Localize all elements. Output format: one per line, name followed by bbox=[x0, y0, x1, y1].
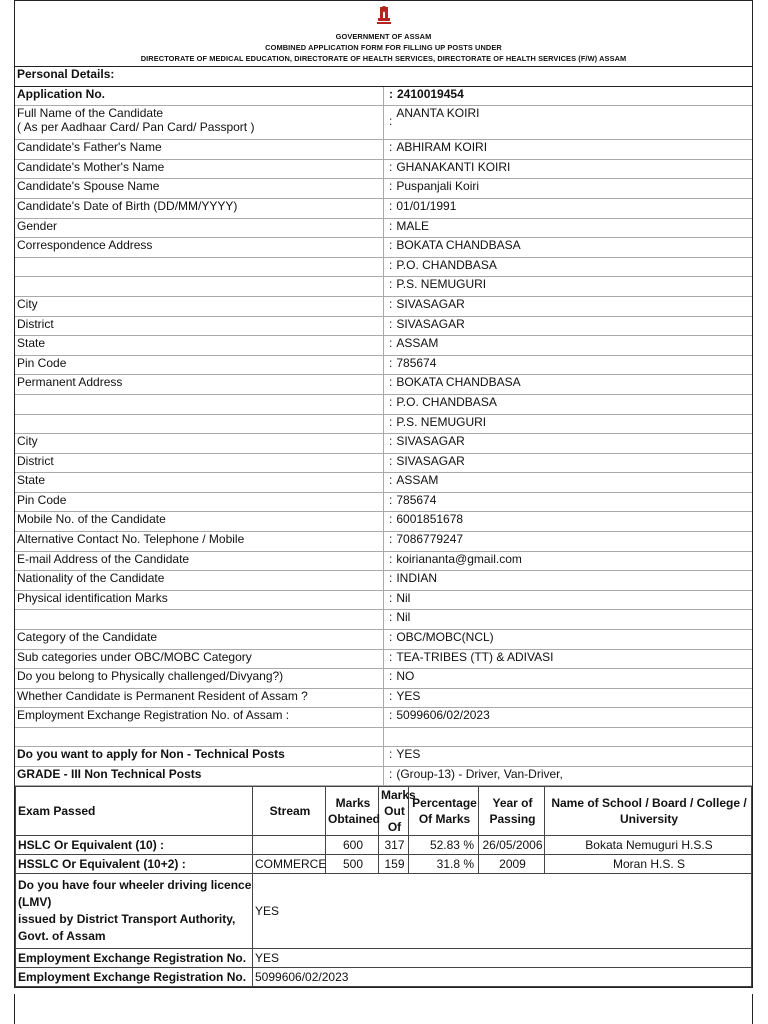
value-perm-district: SIVASAGAR bbox=[396, 453, 465, 468]
detail-row-pwd: Do you belong to Physically challenged/Divyang?) : NO bbox=[15, 669, 752, 689]
value-mother: GHANAKANTI KOIRI bbox=[396, 159, 511, 174]
label-gender: Gender bbox=[15, 218, 384, 238]
exam-obtained: 600 bbox=[326, 836, 379, 855]
value-category: OBC/MOBC(NCL) bbox=[396, 630, 494, 645]
licence-question-authority: issued by District Transport Authority, Govt. of Assam bbox=[18, 912, 236, 944]
detail-row-corr-address-3: : P.S. NEMUGURI bbox=[15, 277, 752, 297]
value-nontech: YES bbox=[396, 747, 421, 761]
value-corr-address-2: P.O. CHANDBASA bbox=[396, 257, 497, 272]
exam-name: HSLC Or Equivalent (10) : bbox=[16, 836, 253, 855]
exam-out-of: 159 bbox=[379, 855, 409, 874]
label-city: City bbox=[15, 296, 384, 316]
label-grade: GRADE - III Non Technical Posts bbox=[15, 766, 384, 786]
detail-row-spouse: Candidate's Spouse Name : Puspanjali Koiri bbox=[15, 179, 752, 199]
label-email: E-mail Address of the Candidate bbox=[15, 551, 384, 571]
value-perm-address-2: P.O. CHANDBASA bbox=[396, 394, 497, 409]
col-stream: Stream bbox=[253, 787, 326, 836]
label-state: State bbox=[15, 473, 384, 493]
employment-row-1 bbox=[16, 949, 752, 968]
detail-row-perm-pin: Pin Code : 785674 bbox=[15, 492, 752, 512]
label-spouse: Candidate's Spouse Name bbox=[15, 179, 384, 199]
value-mobile: 6001851678 bbox=[396, 512, 464, 527]
label-id-marks: Physical identification Marks bbox=[15, 590, 384, 610]
value-pwd: NO bbox=[396, 669, 415, 684]
detail-row-corr-address: Correspondence Address : BOKATA CHANDBASA bbox=[15, 238, 752, 258]
label-category: Category of the Candidate bbox=[15, 630, 384, 650]
label-pin: Pin Code bbox=[15, 355, 384, 375]
value-corr-state: ASSAM bbox=[396, 336, 439, 351]
exam-out-of: 317 bbox=[379, 836, 409, 855]
exam-row-hsslc bbox=[16, 855, 752, 874]
value-perm-address-3: P.S. NEMUGURI bbox=[396, 414, 487, 429]
col-marks-out-of: Marks Out Of bbox=[379, 787, 409, 836]
application-form bbox=[14, 0, 753, 988]
detail-row-corr-city: City : SIVASAGAR bbox=[15, 296, 752, 316]
licence-answer: YES bbox=[253, 874, 752, 949]
label-alt-contact: Alternative Contact No. Telephone / Mobile bbox=[15, 532, 384, 552]
exam-row-hslc bbox=[16, 836, 752, 855]
detail-row-perm-address-2: : P.O. CHANDBASA bbox=[15, 394, 752, 414]
value-corr-city: SIVASAGAR bbox=[396, 296, 465, 311]
value-full-name: ANANTA KOIRI bbox=[396, 106, 480, 121]
value-corr-address-1: BOKATA CHANDBASA bbox=[396, 238, 521, 253]
col-marks-obtained: Marks Obtained bbox=[326, 787, 379, 836]
detail-row-mobile: Mobile No. of the Candidate : 6001851678 bbox=[15, 512, 752, 532]
value-perm-city: SIVASAGAR bbox=[396, 434, 465, 449]
value-perm-address-1: BOKATA CHANDBASA bbox=[396, 375, 521, 390]
value-resident: YES bbox=[396, 688, 421, 703]
value-subcategory: TEA-TRIBES (TT) & ADIVASI bbox=[396, 649, 554, 664]
value-grade: (Group-13) - Driver, Van-Driver, bbox=[396, 766, 563, 781]
col-exam-passed: Exam Passed bbox=[16, 787, 253, 836]
label-nationality: Nationality of the Candidate bbox=[15, 571, 384, 591]
exam-header-row bbox=[16, 787, 752, 836]
government-emblem-icon bbox=[375, 3, 393, 25]
label-mother: Candidate's Mother's Name bbox=[15, 159, 384, 179]
page-bottom-border bbox=[14, 994, 15, 1024]
detail-row-grade: GRADE - III Non Technical Posts : (Group-13) - Driver, Van-Driver, bbox=[15, 766, 752, 786]
section-title-row bbox=[15, 67, 752, 86]
exam-obtained: 500 bbox=[326, 855, 379, 874]
label-pwd: Do you belong to Physically challenged/Divyang?) bbox=[15, 669, 384, 689]
value-id-marks-1: Nil bbox=[396, 590, 411, 605]
label-perm-address: Permanent Address bbox=[15, 375, 384, 395]
label-district: District bbox=[15, 316, 384, 336]
exam-stream: COMMERCE bbox=[253, 855, 326, 874]
header-line-2: COMBINED APPLICATION FORM FOR FILLING UP POSTS UNDER bbox=[265, 43, 502, 52]
blank-row bbox=[15, 728, 752, 747]
exam-year: 26/05/2006 bbox=[479, 836, 545, 855]
label-full-name: Full Name of the Candidate bbox=[17, 106, 164, 121]
value-corr-address-3: P.S. NEMUGURI bbox=[396, 277, 487, 292]
label-pin: Pin Code bbox=[15, 492, 384, 512]
exam-percentage: 52.83 % bbox=[409, 836, 479, 855]
value-spouse: Puspanjali Koiri bbox=[396, 179, 480, 194]
label-employment: Employment Exchange Registration No. of Assam : bbox=[15, 708, 384, 728]
detail-row-nontech: Do you want to apply for Non - Technical Posts : YES bbox=[15, 747, 752, 767]
label-nontech: Do you want to apply for Non - Technical Posts bbox=[15, 747, 384, 767]
header-line-3: DIRECTORATE OF MEDICAL EDUCATION, DIRECTORATE OF HEALTH SERVICES, DIRECTORATE OF HEALTH SERVICES (F/W) ASSAM bbox=[140, 54, 627, 63]
detail-row-application-no: Application No. : 2410019454 bbox=[15, 86, 752, 106]
detail-row-mother: Candidate's Mother's Name : GHANAKANTI KOIRI bbox=[15, 159, 752, 179]
detail-row-perm-city: City : SIVASAGAR bbox=[15, 434, 752, 454]
detail-row-subcategory: Sub categories under OBC/MOBC Category : TEA-TRIBES (TT) & ADIVASI bbox=[15, 649, 752, 669]
header-line-1: GOVERNMENT OF ASSAM bbox=[335, 32, 432, 41]
detail-row-id-marks: Physical identification Marks : Nil bbox=[15, 590, 752, 610]
label-mobile: Mobile No. of the Candidate bbox=[15, 512, 384, 532]
value-father: ABHIRAM KOIRI bbox=[396, 140, 488, 155]
detail-row-gender: Gender : MALE bbox=[15, 218, 752, 238]
detail-row-perm-state: State : ASSAM bbox=[15, 473, 752, 493]
employment-answer-1: YES bbox=[253, 949, 752, 968]
value-gender: MALE bbox=[396, 218, 430, 233]
exam-school: Bokata Nemuguri H.S.S bbox=[545, 836, 752, 855]
detail-row-full-name: Full Name of the Candidate ( As per Aadhaar Card/ Pan Card/ Passport ) :ANANTA KOIRI bbox=[15, 106, 752, 140]
detail-row-father: Candidate's Father's Name : ABHIRAM KOIRI bbox=[15, 140, 752, 160]
employment-question: Employment Exchange Registration No. bbox=[16, 949, 253, 968]
value-alt-contact: 7086779247 bbox=[396, 532, 464, 547]
detail-row-corr-address-2: : P.O. CHANDBASA bbox=[15, 257, 752, 277]
employment-question: Employment Exchange Registration No. bbox=[16, 968, 253, 987]
exam-name: HSSLC Or Equivalent (10+2) : bbox=[16, 855, 253, 874]
detail-row-resident: Whether Candidate is Permanent Resident of Assam ? : YES bbox=[15, 688, 752, 708]
label-application-no: Application No. bbox=[15, 86, 384, 106]
detail-row-perm-district: District : SIVASAGAR bbox=[15, 453, 752, 473]
label-state: State bbox=[15, 336, 384, 356]
detail-row-perm-address: Permanent Address : BOKATA CHANDBASA bbox=[15, 375, 752, 395]
value-perm-pin: 785674 bbox=[396, 492, 437, 507]
label-district: District bbox=[15, 453, 384, 473]
label-full-name-note: ( As per Aadhaar Card/ Pan Card/ Passport ) bbox=[17, 120, 255, 135]
col-school: Name of School / Board / College / University bbox=[545, 787, 752, 836]
detail-row-employment: Employment Exchange Registration No. of Assam : : 5099606/02/2023 bbox=[15, 708, 752, 728]
label-resident: Whether Candidate is Permanent Resident of Assam ? bbox=[15, 688, 384, 708]
detail-row-alt-contact: Alternative Contact No. Telephone / Mobile : 7086779247 bbox=[15, 532, 752, 552]
personal-details-table bbox=[15, 67, 752, 786]
value-id-marks-2: Nil bbox=[396, 610, 411, 625]
value-corr-district: SIVASAGAR bbox=[396, 316, 465, 331]
col-percentage: Percentage Of Marks bbox=[409, 787, 479, 836]
label-dob: Candidate's Date of Birth (DD/MM/YYYY) bbox=[15, 198, 384, 218]
page-bottom-border-right bbox=[752, 994, 753, 1024]
value-application-no: 2410019454 bbox=[397, 86, 464, 101]
licence-question: Do you have four wheeler driving licence (LMV) bbox=[18, 878, 252, 910]
detail-row-category: Category of the Candidate : OBC/MOBC(NCL) bbox=[15, 630, 752, 650]
value-nationality: INDIAN bbox=[396, 571, 438, 586]
value-employment: 5099606/02/2023 bbox=[396, 708, 490, 723]
value-dob: 01/01/1991 bbox=[396, 198, 457, 213]
value-perm-state: ASSAM bbox=[396, 473, 439, 488]
section-title: Personal Details: bbox=[15, 67, 752, 86]
detail-row-nationality: Nationality of the Candidate : INDIAN bbox=[15, 571, 752, 591]
detail-row-perm-address-3: : P.S. NEMUGURI bbox=[15, 414, 752, 434]
value-corr-pin: 785674 bbox=[396, 355, 437, 370]
detail-row-corr-district: District : SIVASAGAR bbox=[15, 316, 752, 336]
exam-percentage: 31.8 % bbox=[409, 855, 479, 874]
label-father: Candidate's Father's Name bbox=[15, 140, 384, 160]
licence-row bbox=[16, 874, 752, 949]
employment-answer-2: 5099606/02/2023 bbox=[253, 968, 752, 987]
col-year: Year of Passing bbox=[479, 787, 545, 836]
exam-school: Moran H.S. S bbox=[545, 855, 752, 874]
detail-row-dob: Candidate's Date of Birth (DD/MM/YYYY) : 01/01/1991 bbox=[15, 198, 752, 218]
exam-year: 2009 bbox=[479, 855, 545, 874]
detail-row-corr-pin: Pin Code : 785674 bbox=[15, 355, 752, 375]
exam-table bbox=[15, 786, 752, 987]
label-subcategory: Sub categories under OBC/MOBC Category bbox=[15, 649, 384, 669]
employment-row-2 bbox=[16, 968, 752, 987]
label-corr-address: Correspondence Address bbox=[15, 238, 384, 258]
label-city: City bbox=[15, 434, 384, 454]
value-email: koiriananta@gmail.com bbox=[396, 551, 522, 566]
exam-stream bbox=[253, 836, 326, 855]
form-header bbox=[15, 1, 752, 67]
detail-row-id-marks-2: : Nil bbox=[15, 610, 752, 630]
detail-row-corr-state: State : ASSAM bbox=[15, 336, 752, 356]
detail-row-email: E-mail Address of the Candidate : koiriananta@gmail.com bbox=[15, 551, 752, 571]
